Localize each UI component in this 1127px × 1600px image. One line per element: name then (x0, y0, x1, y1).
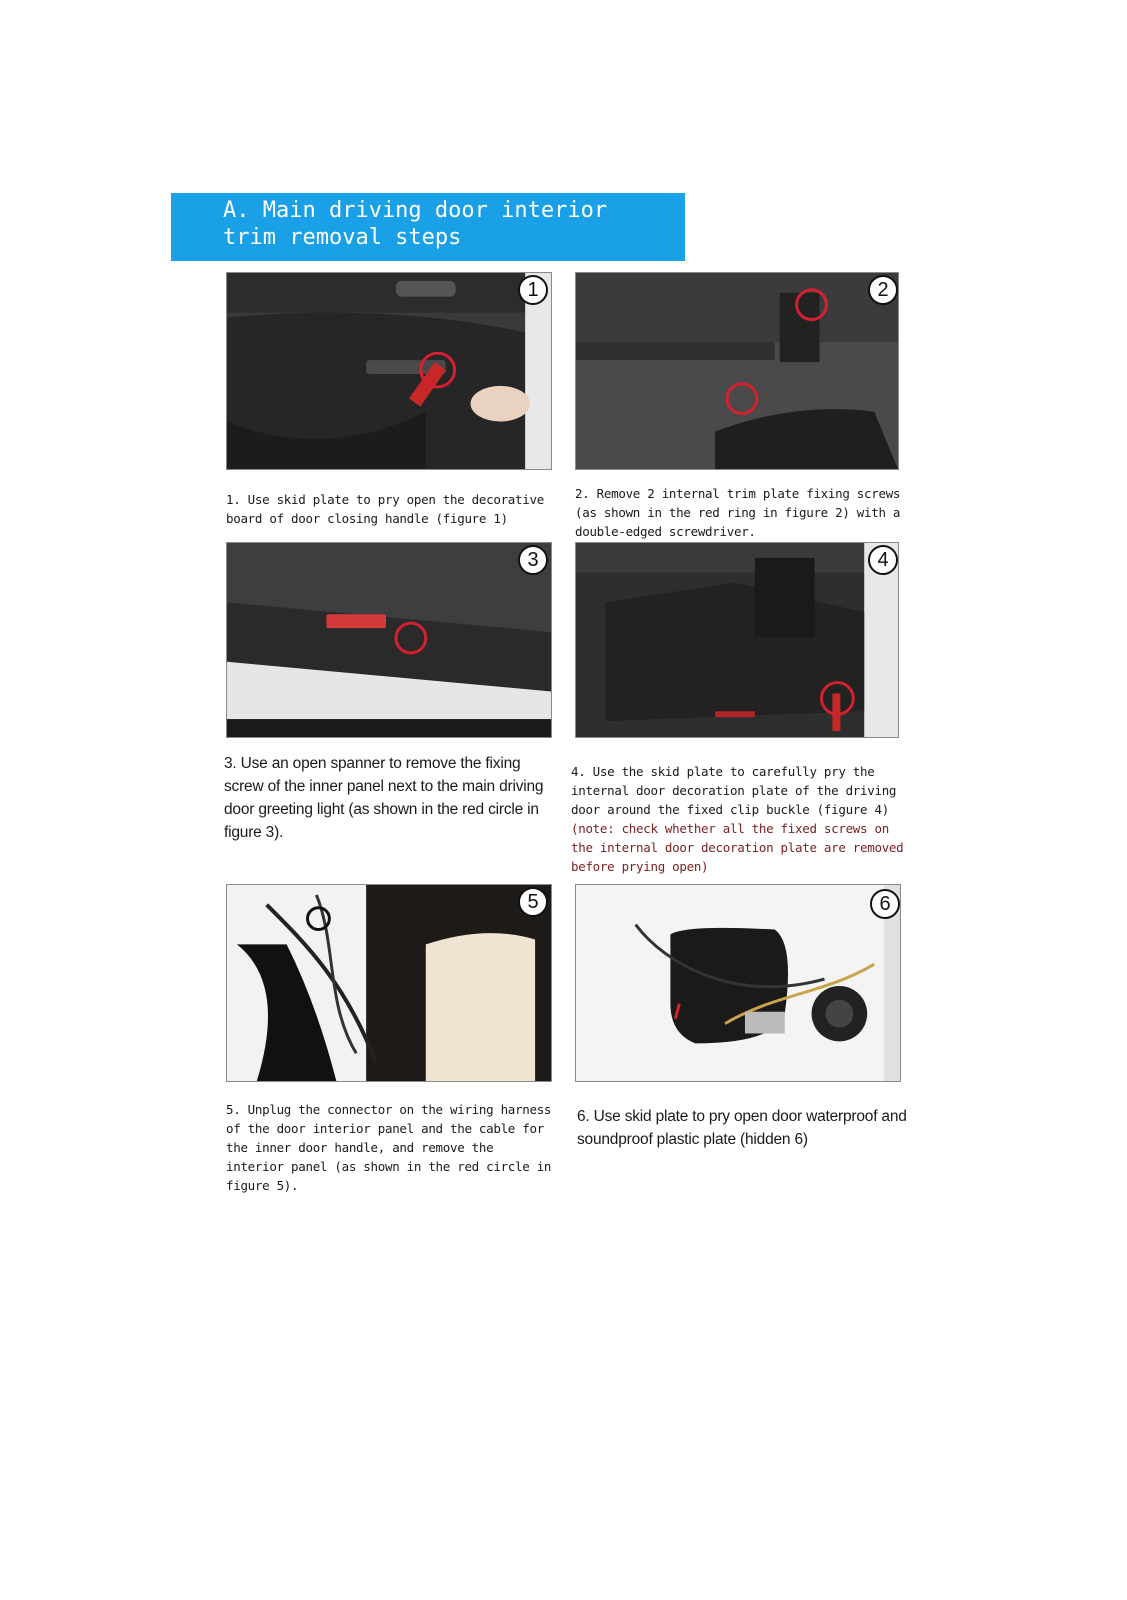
section-header (171, 193, 685, 261)
step-4-note: (note: check whether all the fixed screws on the internal door decoration plate are removed before prying open) (571, 821, 904, 874)
step-2-caption: 2. Remove 2 internal trim plate fixing screws (as shown in the red ring in figure 2) with a double-edged screwdriver. (575, 486, 901, 539)
figure-4-badge: 4 (868, 545, 898, 575)
figure-1-badge: 1 (518, 275, 548, 305)
figure-2-badge: 2 (868, 275, 898, 305)
figure-5-photo (226, 884, 552, 1082)
step-5-caption: 5. Unplug the connector on the wiring harness of the door interior panel and the cable for the inner door handle, and remove the interior panel (as shown in the red circle in figure 5). (226, 1102, 552, 1193)
step-4-text: 4. Use the skid plate to carefully pry the internal door decoration plate of the driving door around the fixed clip buckle (figure 4) (571, 764, 897, 817)
figure-5-badge: 5 (518, 887, 548, 917)
step-3-caption: 3. Use an open spanner to remove the fixing screw of the inner panel next to the main driving door greeting light (as shown in the red circle in figure 3). (224, 755, 544, 841)
figure-3-badge: 3 (518, 545, 548, 575)
step-1-caption: 1. Use skid plate to pry open the decorative board of door closing handle (figure 1) (226, 492, 544, 526)
figure-4-photo (575, 542, 899, 738)
figure-2-photo (575, 272, 899, 470)
figure-6-photo (575, 884, 901, 1082)
step-4-caption (571, 762, 911, 876)
step-6-caption: 6. Use skid plate to pry open door waterproof and soundproof plastic plate (hidden 6) (577, 1108, 907, 1148)
section-title: A. Main driving door interior trim removal steps (223, 198, 608, 250)
figure-3-photo (226, 542, 552, 738)
figure-1-photo (226, 272, 552, 470)
figure-6-badge: 6 (870, 889, 900, 919)
